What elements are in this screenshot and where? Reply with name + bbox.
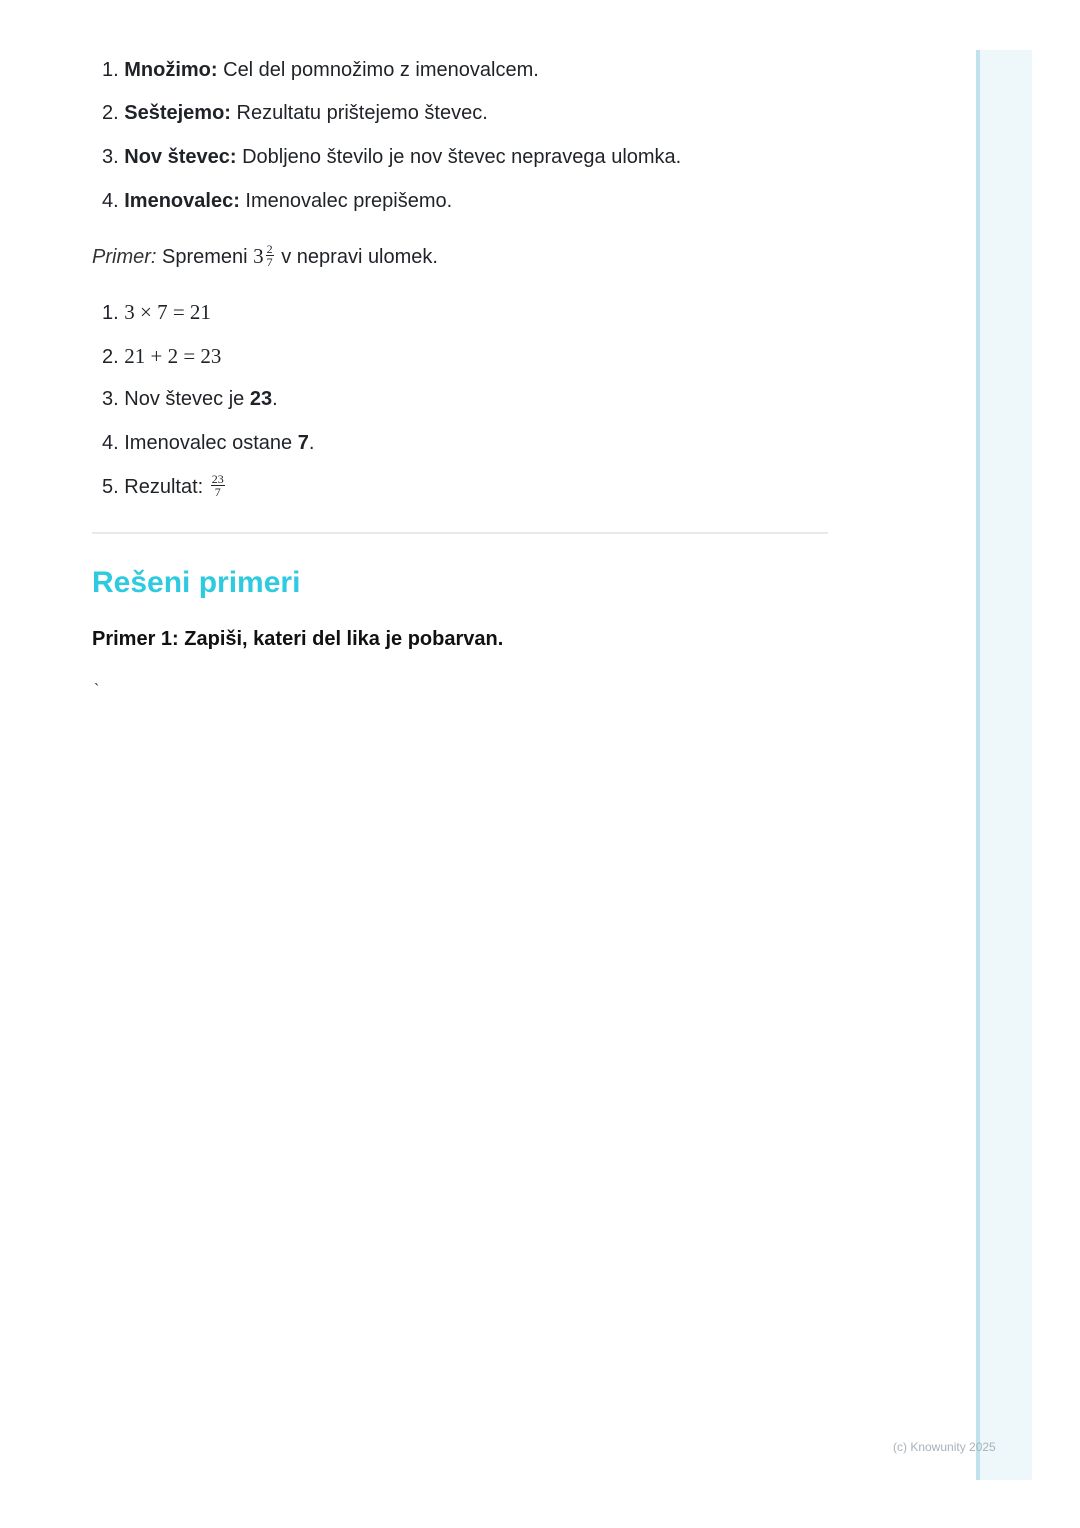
- example-title: Primer 1: Zapiši, kateri del lika je pobarvan.: [92, 628, 504, 650]
- example-sentence: Primer: Spremeni 3 $\frac{2}{7}$ v nepravi ulomek.: [92, 242, 438, 270]
- step-text: Dobljeno število je nov števec nepravega ulomka.: [236, 146, 682, 168]
- equation: 21 + 2 = 23: [124, 344, 222, 368]
- copyright-footer: (c) Knowunity 2025: [893, 1440, 996, 1454]
- fraction: $\frac{23}{7}$: [211, 472, 224, 500]
- section-title: Rešeni primeri: [92, 566, 301, 599]
- list-item: 5. Rezultat: $\frac{23}{7}$: [102, 472, 224, 500]
- list-item: 4. Imenovalec ostane 7.: [102, 432, 315, 454]
- stray-mark: `: [94, 682, 100, 699]
- mixed-number-whole: 3: [253, 244, 264, 268]
- fraction: $\frac{2}{7}$: [266, 242, 273, 270]
- step-text: Imenovalec prepišemo.: [239, 190, 453, 212]
- sidebar-border: [976, 50, 980, 1480]
- list-item: 1. Množimo: Cel del pomnožimo z imenovalcem.: [102, 59, 539, 81]
- step-text: Cel del pomnožimo z imenovalcem.: [217, 59, 539, 81]
- step-term: Seštejemo:: [124, 102, 231, 124]
- list-item: 1. 3 × 7 = 21: [102, 300, 211, 324]
- step-term: Nov števec:: [124, 146, 237, 168]
- step-text: Rezultatu prištejemo števec.: [230, 102, 488, 124]
- step-term: Imenovalec:: [124, 190, 240, 212]
- list-item: 4. Imenovalec: Imenovalec prepišemo.: [102, 190, 453, 212]
- example-label: Primer:: [92, 246, 157, 268]
- step-term: Množimo:: [124, 59, 218, 81]
- list-item: 3. Nov števec je 23.: [102, 388, 278, 410]
- list-item: 3. Nov števec: Dobljeno število je nov števec nepravega ulomka.: [102, 146, 682, 168]
- equation: 3 × 7 = 21: [124, 300, 211, 324]
- section-divider: [92, 532, 828, 534]
- sidebar-panel: [976, 50, 1032, 1480]
- list-item: 2. 21 + 2 = 23: [102, 344, 222, 368]
- list-item: 2. Seštejemo: Rezultatu prištejemo števec.: [102, 102, 488, 124]
